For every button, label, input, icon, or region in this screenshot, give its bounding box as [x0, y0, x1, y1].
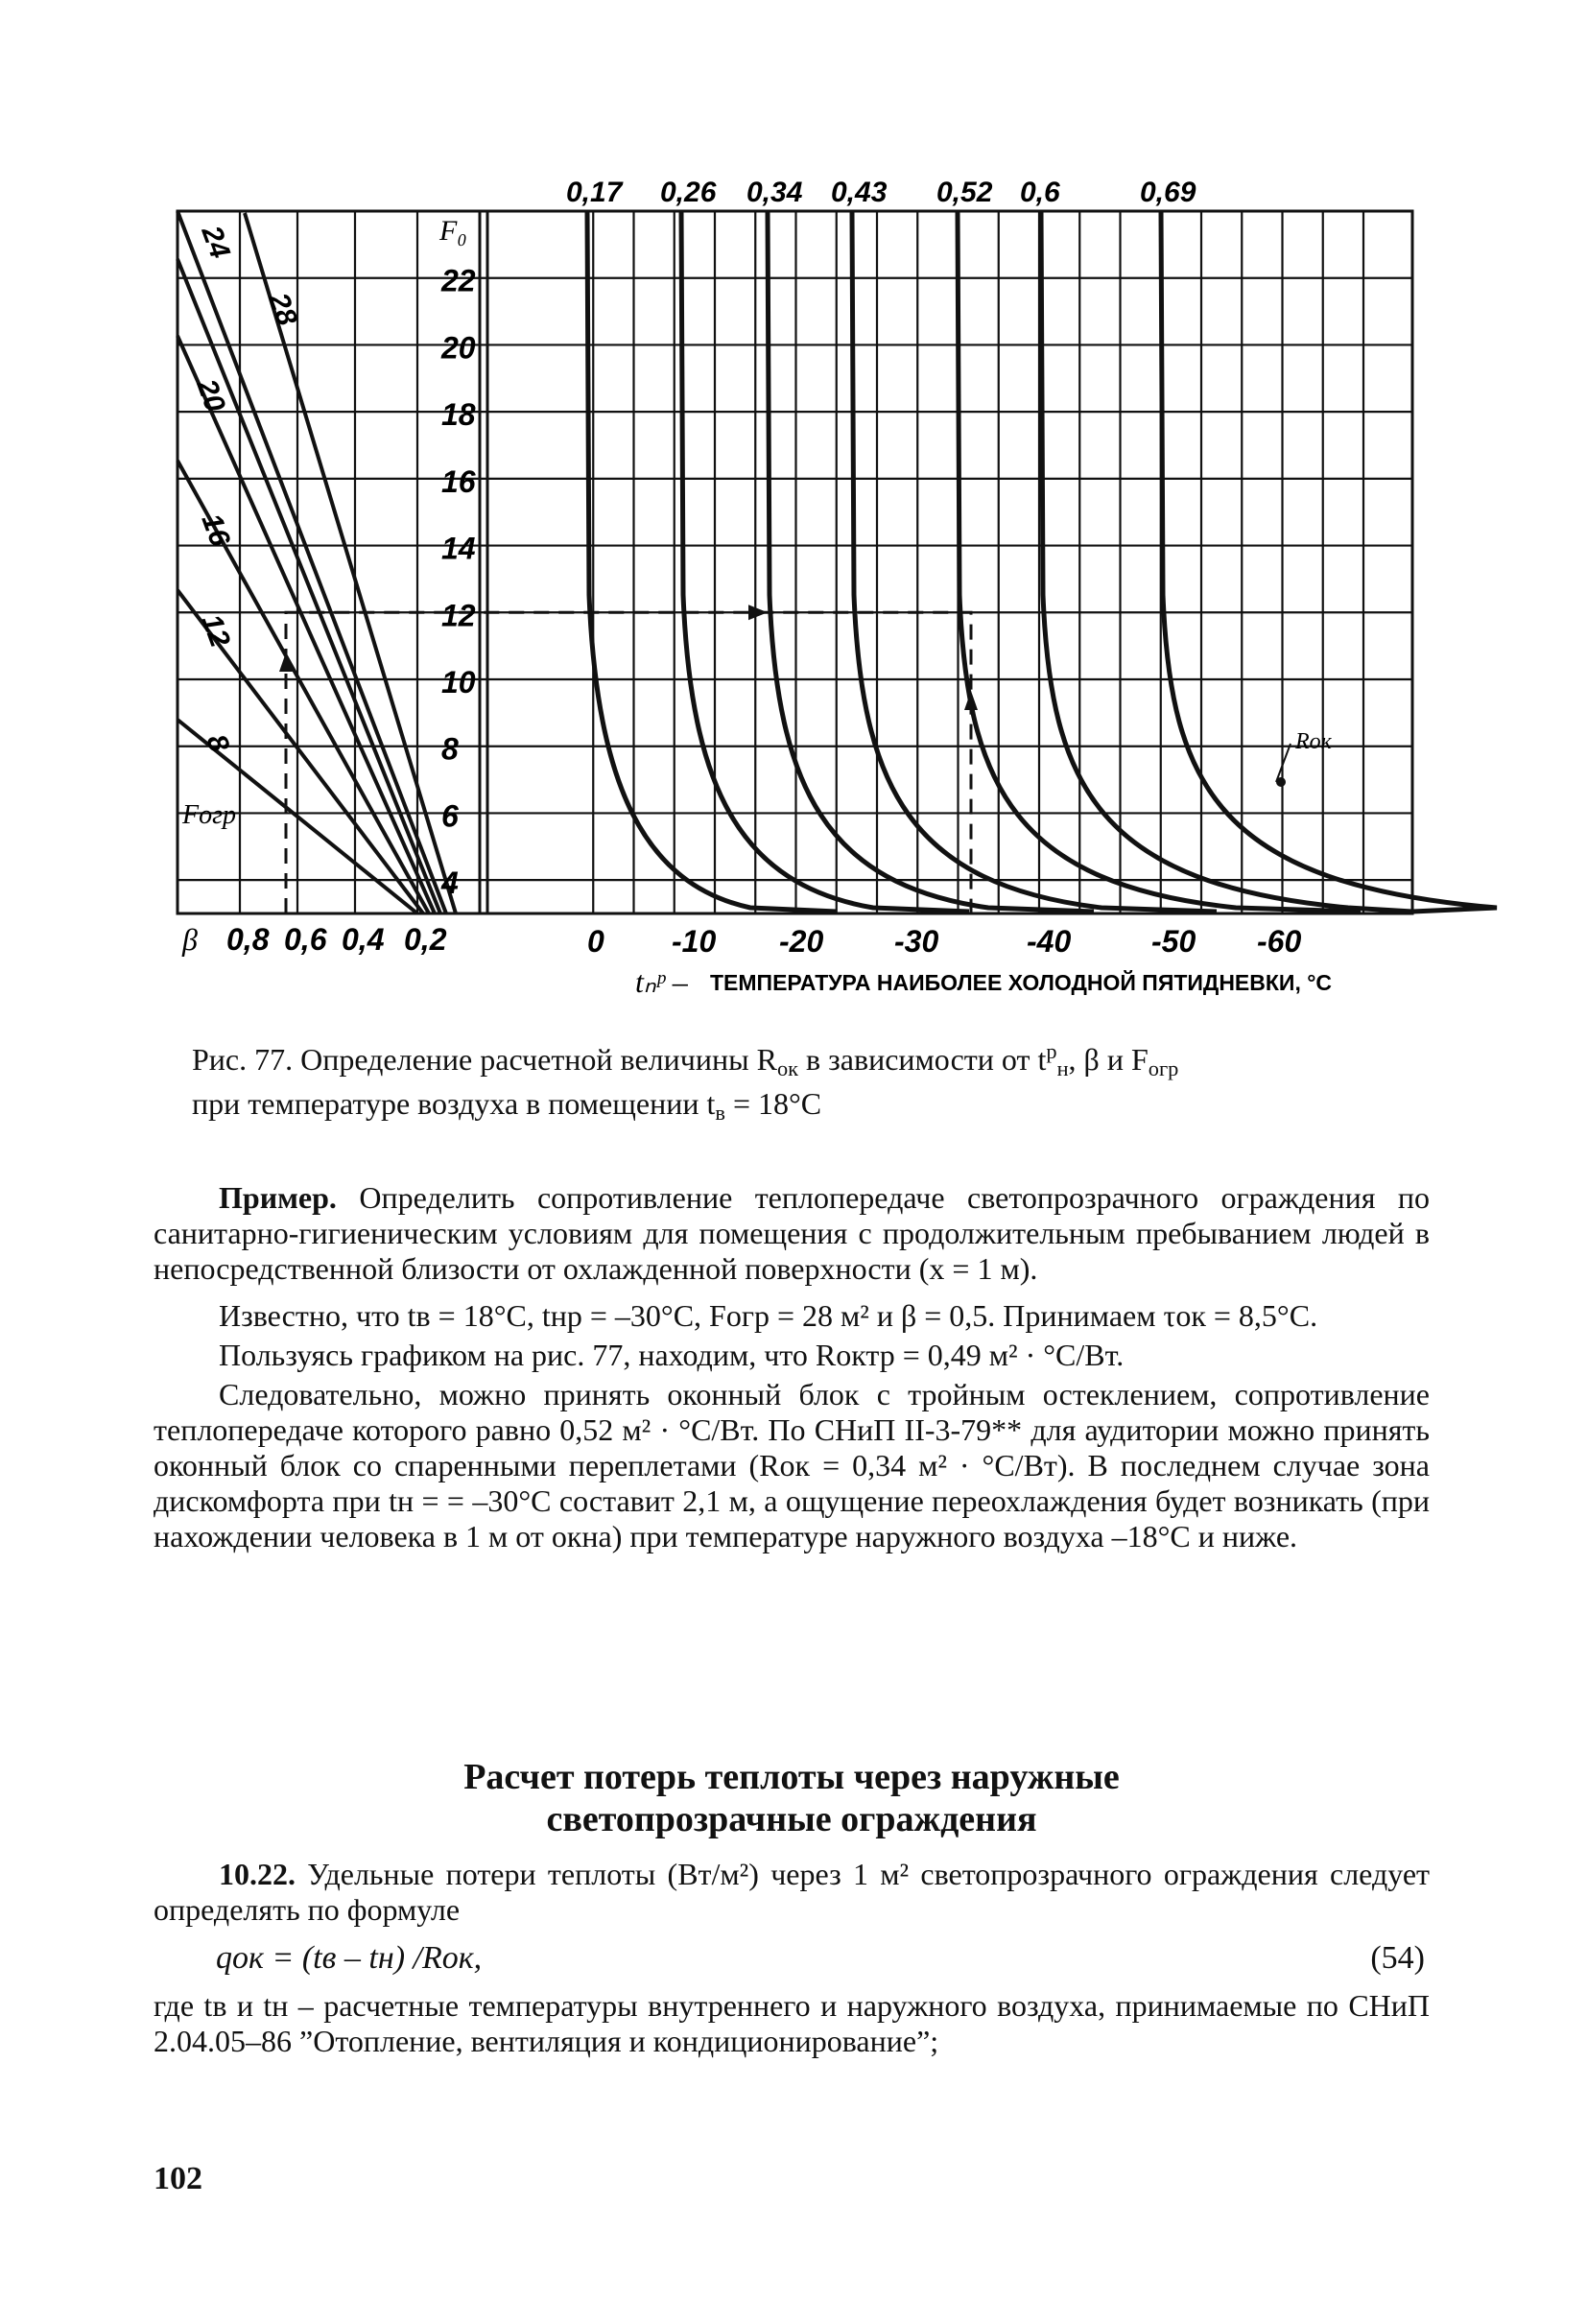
- left-line-label: 24: [195, 222, 236, 263]
- t-tick-label: -10: [672, 924, 717, 959]
- beta-tick-label: 0,4: [342, 922, 385, 957]
- f-tick-label: 14: [441, 531, 476, 566]
- where-paragraph: [154, 1988, 1430, 2059]
- beta-tick-label: 0,8: [226, 922, 270, 957]
- paragraph-10-22: [154, 1857, 1430, 1928]
- example-using: Пользуясь графиком на рис. 77, находим, что Rоктр = 0,49 м² · °С/Вт.: [219, 1338, 1125, 1372]
- chart-grid: [178, 211, 1412, 913]
- r-ok-top-label: 0,6: [1020, 177, 1060, 208]
- section-heading: Расчет потерь теплоты через наружные светопрозрачные ограждения: [463, 1757, 1120, 1839]
- r-ok-top-label: 0,69: [1140, 177, 1196, 208]
- f-tick-label: 20: [441, 330, 476, 366]
- r-ok-curves: [587, 211, 1497, 912]
- f-tick-label: 18: [441, 397, 476, 433]
- t-axis-symbol: tₙᵖ –: [635, 964, 688, 998]
- f-axis-label: F₀: [439, 215, 467, 247]
- r-ok-curve: [958, 211, 1361, 912]
- r-ok-top-label: 0,43: [831, 177, 888, 208]
- f-tick-label: 22: [441, 263, 476, 298]
- example-known: Известно, что tв = 18°С, tнр = –30°С, Fогр = 28 м² и β = 0,5. Принимаем τок = 8,5°С.: [219, 1298, 1318, 1333]
- figure-caption: [192, 1034, 1458, 1130]
- t-tick-label: -30: [894, 924, 939, 959]
- caption-line-2: при температуре воздуха в помещении $t_в = 18^\circ С$: [192, 1086, 822, 1125]
- left-line-label: 12: [195, 610, 236, 652]
- example-therefore: Следовательно, можно принять оконный блок с тройным остеклением, сопротивление теплопередаче которого равно 0,52 м² · °С/Вт. По СНиП II-3-79** для аудитории можно принять оконный блок со спаренными переплетами (Rок = 0,34 м² · °С/Вт). В последнем случае зона дискомфорта при tн = = –30°С составит 2,1 м, а ощущение переохлаждения будет возникать (при нахождении человека в 1 м от окна) при температуре наружного воздуха –18°С и ниже.: [154, 1377, 1430, 1553]
- left-line-label: 20: [190, 375, 231, 416]
- where-text: где tв и tн – расчетные температуры внутреннего и наружного воздуха, принимаемые по СНиП 2.04.05–86 ”Отопление, вентиляция и кондиционирование”;: [154, 1988, 1430, 2058]
- paragraph-10-22-text: 10.22. Удельные потери теплоты (Вт/м²) через 1 м² светопрозрачного ограждения следует определять по формуле: [154, 1857, 1430, 1927]
- r-ok-top-label: 0,34: [746, 177, 803, 208]
- r-ok-curve: [1161, 211, 1497, 912]
- example-arrow-up-right: [964, 691, 978, 710]
- example-block: [154, 1180, 1430, 1554]
- formula-54: qок = (tв – tн) /Rок, (54): [216, 1940, 1425, 1976]
- nomogram-figure: [0, 0, 1587, 998]
- t-tick-label: -50: [1151, 924, 1196, 959]
- f-tick-label: 6: [441, 798, 459, 834]
- t-tick-label: 0: [587, 924, 604, 959]
- t-tick-label: -40: [1027, 924, 1072, 959]
- f-ogr-label: Fогр: [182, 800, 237, 830]
- f-tick-label: 16: [441, 463, 476, 499]
- example-paragraph: Пример. Определить сопротивление теплопередаче светопрозрачного ограждения по санитарно-гигиеническим условиям для помещения с продолжительным пребыванием людей в непосредственной близости от охлажденной поверхности (x = 1 м).: [154, 1180, 1430, 1286]
- r-ok-top-label: 0,26: [660, 177, 717, 208]
- r-ok-top-label: 0,52: [936, 177, 993, 208]
- r-ok-curve-label: Rок: [1295, 729, 1332, 754]
- f-tick-label: 12: [441, 598, 476, 633]
- r-ok-curve: [1041, 211, 1412, 912]
- example-arrow-right: [748, 605, 768, 620]
- caption-line-1: Рис. 77. Определение расчетной величины $R_{ок}$ в зависимости от $t^р_н$, β и $F_{огр}$: [192, 1039, 1179, 1080]
- left-line-label: 8: [200, 730, 236, 757]
- f-tick-label: 8: [441, 731, 459, 767]
- left-line-label: 28: [262, 289, 303, 330]
- beta-tick-label: 0,2: [404, 922, 447, 957]
- beta-symbol: β: [182, 922, 198, 957]
- page-number: 102: [154, 2161, 202, 2196]
- t-axis-label: ТЕМПЕРАТУРА НАИБОЛЕЕ ХОЛОДНОЙ ПЯТИДНЕВКИ, °С: [710, 970, 1333, 995]
- beta-tick-label: 0,6: [284, 922, 327, 957]
- t-tick-label: -60: [1257, 924, 1302, 959]
- r-ok-curve: [681, 211, 969, 912]
- r-ok-curve: [587, 211, 837, 912]
- f-tick-label: 4: [441, 866, 459, 901]
- t-tick-label: -20: [779, 924, 824, 959]
- left-line-label: 16: [195, 510, 236, 551]
- f-tick-label: 10: [441, 665, 476, 700]
- r-ok-top-label: 0,17: [566, 177, 623, 208]
